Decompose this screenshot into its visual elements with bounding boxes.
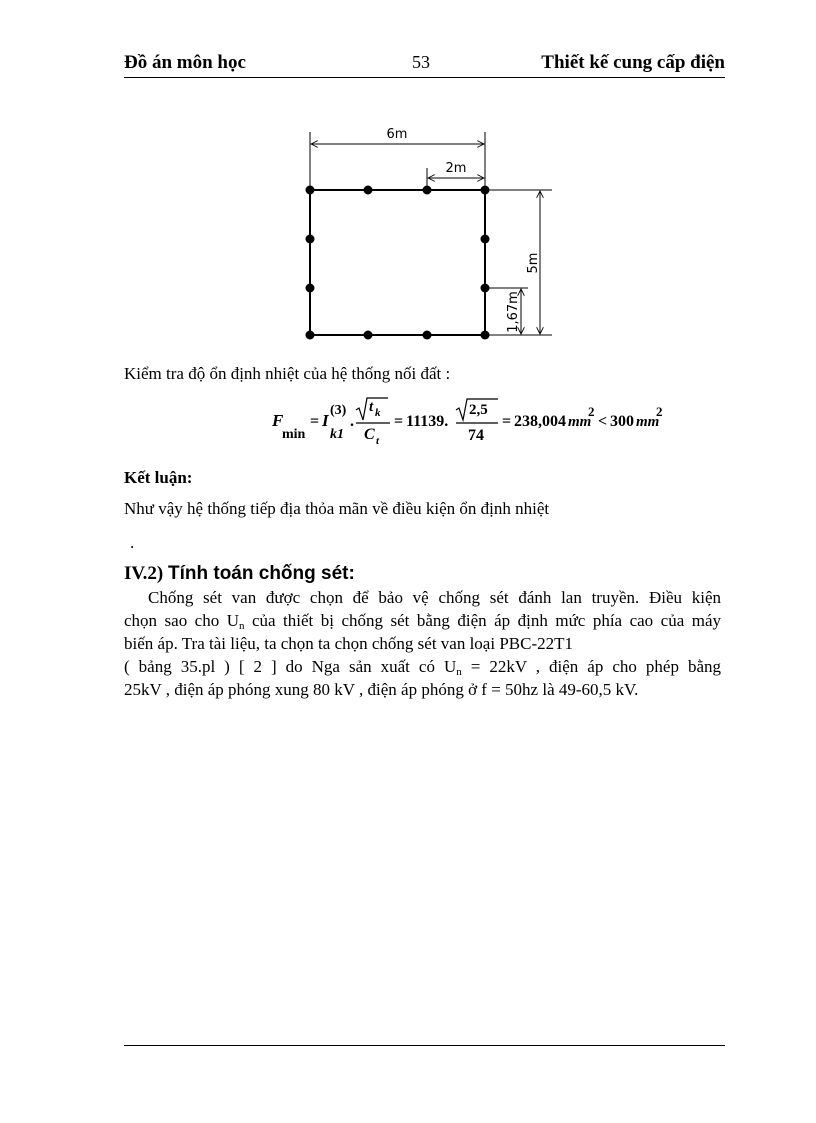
formula-value1: 11139.	[406, 413, 449, 430]
formula-unit2: mm	[636, 414, 660, 430]
electrode-dot	[364, 331, 373, 340]
formula-exp1: 2	[588, 404, 595, 419]
formula-dot: .	[350, 413, 354, 430]
header-rule	[124, 77, 725, 78]
formula-unit1: mm	[568, 414, 592, 430]
formula-F: F	[272, 411, 284, 430]
formula-t: t	[369, 399, 374, 415]
grid-rectangle	[310, 190, 485, 335]
formula-Ct-sub: t	[376, 435, 380, 447]
check-statement: Kiểm tra độ ổn định nhiệt của hệ thống nối đất :	[124, 364, 451, 383]
conclusion-dot: .	[130, 533, 135, 552]
formula-I: I	[322, 411, 329, 430]
thermal-stability-formula	[270, 394, 670, 448]
formula-lt: <	[598, 413, 608, 430]
formula-den2: 74	[468, 427, 484, 444]
conclusion-body: Như vậy hệ thống tiếp địa thỏa mãn về điều kiện ổn định nhiệt	[124, 499, 550, 518]
electrode-dot	[423, 186, 432, 195]
height-label: 5m	[526, 252, 541, 274]
sub-spacing-label: 1,67m	[506, 291, 521, 333]
electrode-dot	[306, 331, 315, 340]
paragraph-line: ( bảng 35.pl ) [ 2 ] do Nga sản xuất có $U_n = 22kV$ , điện áp cho phép bằng	[124, 657, 721, 678]
formula-result: 238,004	[514, 413, 566, 430]
formula-eq: =	[394, 413, 404, 430]
formula-eq: =	[502, 413, 512, 430]
header-left-title: Đồ án môn học	[124, 52, 246, 73]
grounding-grid-diagram	[290, 118, 570, 348]
electrode-dot	[306, 284, 315, 293]
section-title: Tính toán chống sét:	[168, 563, 355, 584]
formula-sup3: (3)	[330, 403, 347, 418]
electrode-dot	[481, 284, 490, 293]
header-right-title: Thiết kế cung cấp điện	[541, 52, 725, 73]
formula-min: min	[282, 427, 306, 442]
electrode-dot	[481, 235, 490, 244]
formula-exp2: 2	[656, 404, 663, 419]
paragraph-line: chọn sao cho $U_n$ của thiết bị chống sét bằng điện áp định mức phía cao của máy	[124, 611, 721, 632]
formula-num2: 2,5	[469, 402, 488, 418]
width-label: 6m	[386, 127, 408, 142]
formula-k1: k1	[330, 427, 344, 442]
electrode-dot	[423, 331, 432, 340]
footer-rule	[124, 1045, 725, 1046]
spacing-label: 2m	[445, 161, 467, 176]
formula-C: C	[364, 426, 375, 443]
electrode-dot	[364, 186, 373, 195]
electrode-dot	[481, 186, 490, 195]
formula-tk-sub: k	[375, 407, 381, 419]
electrode-dot	[306, 235, 315, 244]
paragraph-line: biến áp. Tra tài liệu, ta chọn ta chọn chống sét van loại PBC-22T1	[124, 634, 574, 653]
formula-eq: =	[310, 413, 320, 430]
section-heading	[124, 562, 355, 585]
electrode-dot	[306, 186, 315, 195]
paragraph-line: Chống sét van được chọn để bảo vệ chống sét đánh lan truyền. Điều kiện	[148, 588, 721, 607]
conclusion-title: Kết luận:	[124, 468, 193, 487]
section-paragraph	[124, 586, 721, 701]
electrode-dot	[481, 331, 490, 340]
section-number: IV.2)	[124, 563, 164, 584]
paragraph-line: 25kV , điện áp phóng xung 80 kV , điện áp phóng ở f = 50hz là 49-60,5 kV.	[124, 680, 639, 699]
page-number: 53	[412, 52, 430, 72]
formula-limit: 300	[610, 413, 634, 430]
